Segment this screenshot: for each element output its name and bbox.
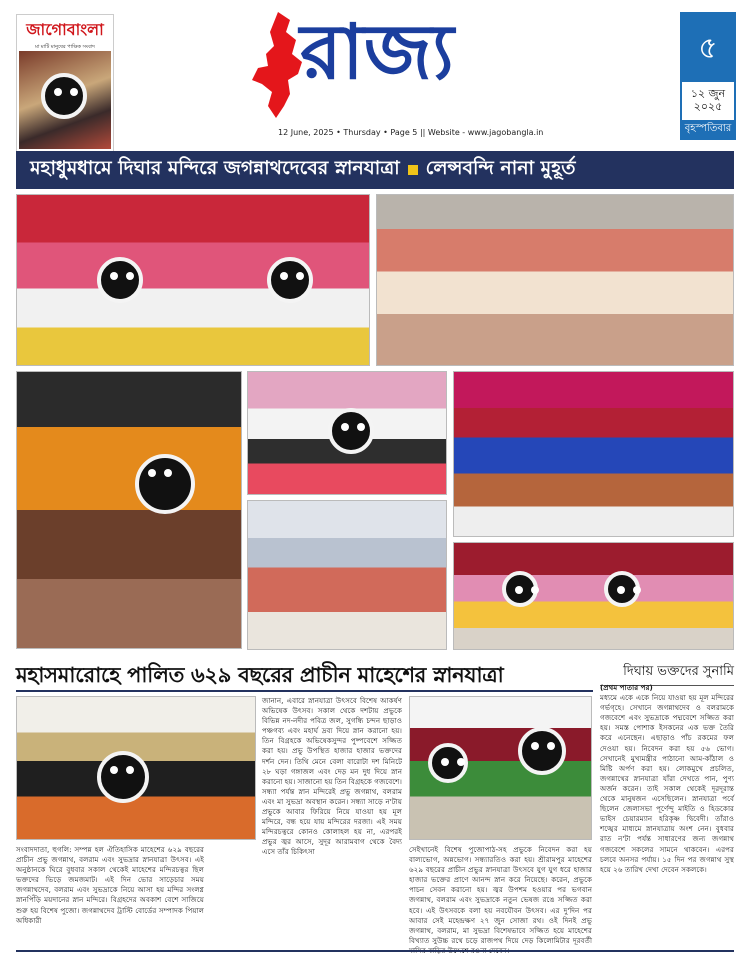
logo-photo-deity [19,51,111,149]
photo-devotees-crowd [376,194,734,366]
page-bottom-rule [16,950,734,952]
weekday-text: বৃহস্পতিবার [684,123,732,134]
dateline: 12 June, 2025 • Thursday • Page 5 || Website - www.jagobangla.in [278,128,544,137]
photo-deities-altar [453,542,734,650]
story-headline-digha: দিঘায় ভক্তদের সুনামি [600,662,734,686]
photo-clay-pots [453,371,734,537]
photo-deity-closeup [247,371,447,495]
story2-column-2: জানান, এবারে স্নানযাত্রা উৎসবে বিশেষ আকর্ষণ অভিষেক উৎসব। সকাল থেকে দশটায় প্রভুকে বিভিন্ন নদ-নদীর পবিত্র জল, সুগন্ধি চন্দন ছাড়াও পঞ্চগব্য এবং মহার্ঘ দ্রব্য দিয়ে স্নান করানো হয়। তিন বিগ্রহকে অভিষেকসুন্দর পুষ্পবেশে সজ্জিত করা হয়। প্রভু উপস্থিত হাজার হাজার ভক্তদের দর্শন দেন। তিথি মেনে বেলা বারোটা দশ মিনিটে ২৮ ঘড়া গঙ্গাজল এবং দেড় মন দুধ দিয়ে স্নান করানো হয়। সাজানো হয় তিন বিগ্রহকে গজবেশে। সন্ধ্যা পর্যন্ত স্নান মন্দিরেই প্রভু জগন্নাথ, বলরাম এবং মা সুভদ্রা অবস্থান করেন। সন্ধ্যা সাড়ে ন'টায় প্রভুকে আবার ফিরিয়ে নিয়ে যাওয়া হয় মূল মন্দিরে, বন্ধ হয়ে যায় মন্দিরের দরজা। এই সময় মন্দিরচত্বরে কোনও কোলাহল হয় না, এরপরই প্রভুর জ্বর আসে, সুদূর আরামবাগ থেকে বৈদ্য এসে তাঁর চিকিৎসা [262,696,402,857]
story2-column-3: সেইখানেই বিশেষ পুজোপাঠ-সহ প্রভুকে নিবেদন করা হয় বাল্যভোগ, অন্নভোগ। সন্ধ্যারতিও করা হয়। শ্রীরামপুর মাহেশের ৬২৯ বছরের প্রাচীন প্রভুর স্নানযাত্রা উৎসবে যুগ যুগ ধরে হাজার হাজার ভক্তের প্রাণে আনন্দ স্নান করে নিয়েছে। করেন, প্রভুকে পাচন সেবন করানো হয়। জ্বর উপশম হওয়ার পর ভগবান জগন্নাথ, বলরাম এবং সুভদ্রাকে নতুন ভেষজ রঙে সজ্জিত করা হবে। এই উৎসবকে বলা হয় নবযৌবন উৎসব। এর দু'দিন পর আবার সেই মহেন্দ্রক্ষণ ২৭ জুন সোজা রথ। ওই দিনই প্রভু জগন্নাথ, বলরাম, মা সুভদ্রা বিশেষভাবে সজ্জিত হয়ে মাহেশের বিখ্যাত সুউচ্চ রথে চড়ে রাজপথ দিয়ে দেড় কিলোমিটার দূরবর্তী [409,845,592,945]
story2-column-1: সংবাদদাতা, হুগলি: সম্পন্ন হল ঐতিহাসিক মাহেশের ৬২৯ বছরের প্রাচীন প্রভু জগন্নাথ, বলরাম এবং সুভদ্রার স্নানযাত্রা উৎসব। এই অনুষ্ঠানকে ঘিরে বুধবার সকাল থেকেই মাহেশের মন্দিরচত্বর ছিল ভক্তদের ভিড়ে জমজমাট। এই দিন ভোর সাড়েচার সময় জগন্নাথদেব, বলরাম এবং সুভদ্রাকে নিয়ে আসা হয় মন্দির সংলগ্ন স্নানপিঁড়ি ময়দানের স্নান মন্দিরে। বিগ্রহদের অবকাশ বেশে সাজিয়ে শুরু হয় বিশেষ পুজো। জগন্নাথদেব ট্রাস্টি বোর্ডের সম্পাদক পিয়াল অধিকারী [16,845,204,925]
deity-face-icon [41,73,87,119]
deity-face-icon [135,454,195,514]
publication-logo [16,14,114,152]
story3-column [600,683,734,945]
deity-face-icon [502,571,538,607]
page-date-box [680,12,736,140]
year-text: ২০২৫ [693,100,723,113]
deity-face-icon [328,408,374,454]
deity-face-icon [428,743,468,783]
logo-text: জাগোবাংলা [26,20,104,39]
lead-subheadline: লেন্সবন্দি নানা মুহূর্ত [425,157,576,179]
deity-face-icon [604,571,640,607]
photo-mahesh-altar [409,696,592,840]
story3-body: মধ্যমে একে একে নিয়ে যাওয়া হয় মূল মন্দিরের গর্ভগৃহে। সেখানে জগন্নাথদেব ও বলরামকে গজবেশে এবং সুভদ্রাকে পদ্মবেশে সজ্জিত করা হয়। সমস্ত পোশাক ইসকনের এক ভক্ত তৈরি করে এনেছেন। এছাড়াও পাঁচ রকমের ফল দেওয়া হয়। নিবেদন করা হয় ৫৬ ভোগ। সেখানেই মুখ্যমন্ত্রীর পাঠানো আম-কাঁঠাল ও মিষ্টি অর্পণ করা হয়। লোকমুখে প্রচলিত, জগন্নাথের স্নানযাত্রা যাঁরা দেখতে পান, পুণ্য অর্জন করেন। তাই সকাল থেকেই দূরদূরান্ত থেকে মানুষজন এসেছিলেন। স্নানযাত্রা পর্বে ছিলেন জেলাসভা পূর্ণেন্দু মাইতি ও হিডকোর ভাইস চেয়ারম্যান হরিকৃষ্ণ দ্বিবেদী। তাঁরাও শঙ্খের মাধ্যমে স্নানযাত্রায় অংশ নেন। বুধবার রাত ন'টা পর্যন্ত সাধারণের জন্য জগন্নাথ গজবেশে সকলের সামনে থাকবেন। এরপর চলবে অনসর পর্যায়। ১৫ দিন পর জগন্নাথ সুস্থ হয়ে ২৬ তারিখ দেখা দেবেন সকলকে। [600,693,734,874]
photo-snanayatra-stage [16,194,370,366]
square-bullet-icon [408,165,418,175]
deity-face-icon [267,257,313,303]
headline-rule [16,690,593,692]
photo-priests-adorning [16,371,242,649]
logo-tagline: মা মাটি মানুষের পাক্ষিক সংবাদ [35,44,95,50]
lead-headline: মহাধুমধামে দিঘার মন্দিরে জগন্নাথদেবের স্নানযাত্রা [30,157,400,179]
continued-label: (প্রথম পাতার পর) [600,683,653,692]
story-headline-mahesh: মহাসমারোহে পালিত ৬২৯ বছরের প্রাচীন মাহেশের স্নানযাত্রা [16,663,504,687]
lead-headline-banner [16,151,734,189]
west-bengal-map-icon [248,10,308,120]
masthead-title: রাজ্য [300,7,454,96]
photo-temple-hall [247,500,447,650]
deity-face-icon [97,257,143,303]
deity-face-icon [518,727,566,775]
photo-mahesh-deity [16,696,256,840]
date-text: ১২ জুন [690,87,726,100]
page-number: ৫ [698,31,718,66]
deity-face-icon [97,751,149,803]
date-block [682,82,734,120]
